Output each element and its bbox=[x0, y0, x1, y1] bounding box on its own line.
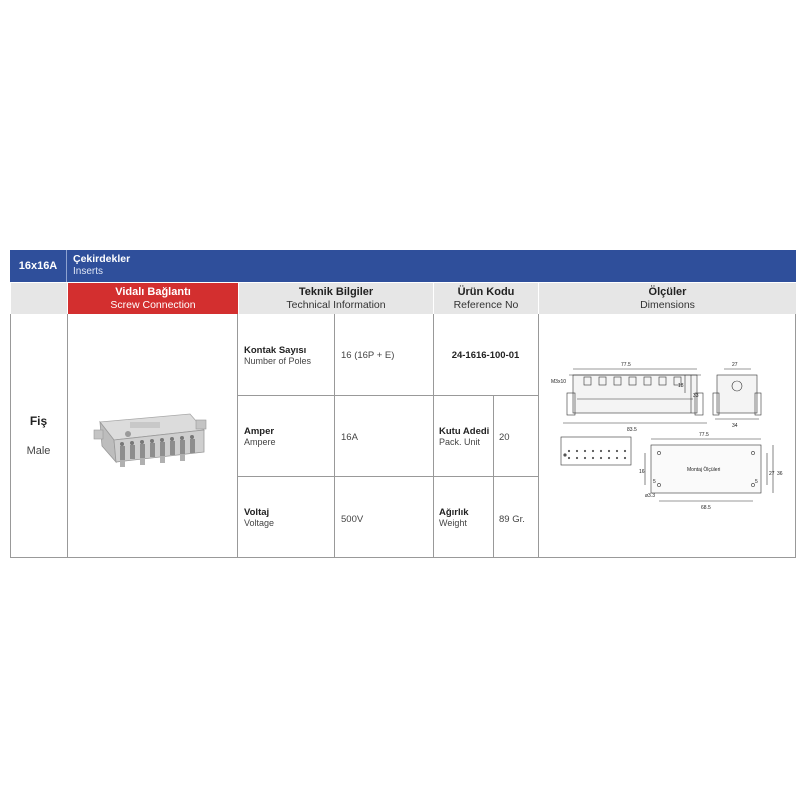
dim-mount-right-h1: 27 bbox=[769, 471, 775, 477]
grid-line bbox=[237, 395, 538, 396]
category-subtitle: Inserts bbox=[73, 266, 104, 277]
connector-insert-image bbox=[92, 400, 212, 480]
header-technical bbox=[238, 283, 433, 314]
header-dimensions bbox=[538, 283, 796, 314]
voltage-value: 500V bbox=[341, 514, 364, 525]
product-type-tr: Fiş bbox=[29, 414, 48, 428]
header-reference-tr: Ürün Kodu bbox=[457, 285, 515, 298]
dim-mount-width: 77.5 bbox=[699, 432, 709, 438]
grid-line bbox=[67, 314, 68, 558]
grid-line bbox=[237, 314, 238, 558]
dim-mount-bottom: 68.5 bbox=[701, 505, 711, 511]
category-title: Çekirdekler bbox=[73, 253, 131, 265]
dimension-drawing bbox=[539, 315, 795, 558]
dim-mount-label: Montaj Ölçüleri bbox=[687, 467, 721, 473]
dim-side-height-small: 18 bbox=[678, 383, 684, 389]
dim-base-width: 83.5 bbox=[627, 427, 637, 433]
header-technical-tr: Teknik Bilgiler bbox=[298, 285, 374, 298]
dim-mount-left-h: 16 bbox=[639, 469, 645, 475]
product-type-en: Male bbox=[26, 445, 51, 457]
voltage-label: Voltaj bbox=[244, 507, 270, 518]
voltage-label-en: Voltage bbox=[244, 518, 275, 528]
dim-end-width-base: 34 bbox=[732, 423, 738, 429]
amper-label: Amper bbox=[244, 426, 275, 437]
dim-side-height: 33 bbox=[693, 393, 699, 399]
reference-code: 24-1616-100-01 bbox=[451, 350, 520, 361]
dim-screw: M3x10 bbox=[551, 379, 567, 385]
header-dimensions-en: Dimensions bbox=[640, 298, 695, 311]
grid-line bbox=[10, 314, 11, 558]
grid-line bbox=[237, 476, 538, 477]
pack-value: 20 bbox=[499, 432, 510, 443]
poles-label: Kontak Sayısı bbox=[244, 345, 307, 356]
header-technical-en: Technical Information bbox=[286, 298, 386, 311]
poles-label-en: Number of Poles bbox=[244, 356, 312, 366]
header-reference-en: Reference No bbox=[453, 298, 519, 311]
grid-line bbox=[334, 314, 335, 558]
header-reference bbox=[433, 283, 538, 314]
dim-hole-dia: ø3.3 bbox=[645, 493, 656, 499]
poles-value: 16 (16P + E) bbox=[341, 350, 395, 361]
dim-mount-left-offset: 5 bbox=[653, 479, 656, 485]
weight-value: 89 Gr. bbox=[499, 514, 525, 525]
header-connection-tr: Vidalı Bağlantı bbox=[115, 285, 191, 298]
pack-label-en: Pack. Unit bbox=[439, 437, 481, 447]
dim-end-width-top: 27 bbox=[732, 362, 738, 368]
grid-line bbox=[795, 314, 796, 558]
amper-value: 16A bbox=[341, 432, 358, 443]
amper-label-en: Ampere bbox=[244, 437, 276, 447]
header-connection-en: Screw Connection bbox=[110, 298, 196, 311]
dim-mount-right-offset: 5 bbox=[755, 479, 758, 485]
header-dimensions-tr: Ölçüler bbox=[648, 285, 687, 298]
weight-label: Ağırlık bbox=[439, 507, 469, 518]
weight-label-en: Weight bbox=[439, 518, 467, 528]
pack-label: Kutu Adedi bbox=[439, 426, 490, 437]
dim-top-width: 77.5 bbox=[621, 362, 631, 368]
header-connection bbox=[67, 283, 238, 314]
header-blank-cell bbox=[10, 283, 67, 314]
dim-mount-right-h2: 36 bbox=[777, 471, 783, 477]
product-series-code: 16x16A bbox=[10, 250, 67, 282]
